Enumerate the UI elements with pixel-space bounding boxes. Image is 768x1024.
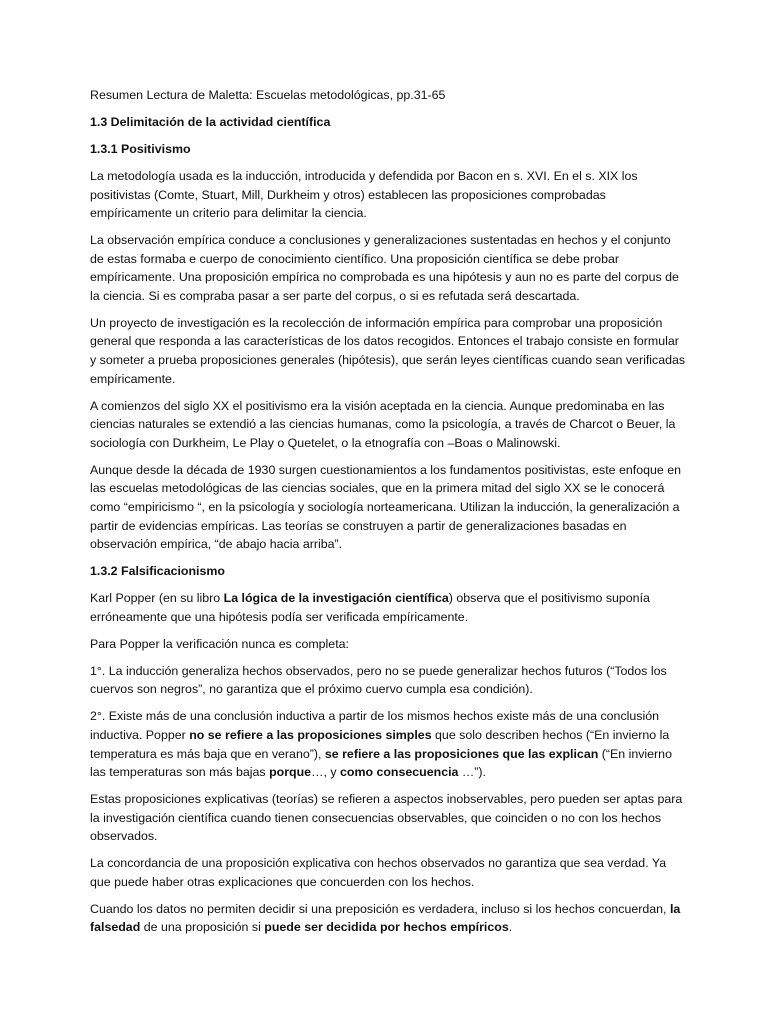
text-segment: Para Popper la verificación nunca es completa:	[90, 636, 349, 651]
document-title	[90, 86, 686, 105]
text-segment: …”).	[458, 765, 486, 780]
bold-text-segment: no se refiere a las proposiciones simples	[189, 727, 432, 742]
body-paragraph	[90, 231, 686, 305]
text-segment: 1.3 Delimitación de la actividad científica	[90, 114, 331, 129]
body-paragraph	[90, 635, 686, 654]
bold-text-segment: porque	[269, 765, 312, 780]
body-paragraph	[90, 461, 686, 554]
text-segment: Estas proposiciones explicativas (teorías) se refieren a aspectos inobservables, pero pueden ser aptas para la investigación científica cuando tienen consecuencias observables, que coinciden o no con los hechos observados.	[90, 792, 683, 844]
body-paragraph	[90, 900, 686, 937]
section-heading	[90, 113, 686, 132]
text-segment: 1°. La inducción generaliza hechos observados, pero no se puede generalizar hechos futuros (“Todos los cuervos son negros”, no garantiza que el próximo cuervo cumpla esa condición).	[90, 663, 667, 697]
text-segment: La metodología usada es la inducción, introducida y defendida por Bacon en s. XVI. En el s. XIX los positivistas (Comte, Stuart, Mill, Durkheim y otros) establecen las proposiciones comprobadas empíricamente un criterio para delimitar la ciencia.	[90, 168, 638, 221]
body-paragraph	[90, 662, 686, 699]
body-paragraph	[90, 790, 686, 846]
text-segment: La concordancia de una proposición explicativa con hechos observados no garantiza que sea verdad. Ya que puede haber otras explicaciones que concuerden con los hechos.	[90, 856, 667, 889]
text-segment: Un proyecto de investigación es la recolección de información empírica para comprobar una proposición general que responda a las características de los datos recogidos. Entonces el trabajo consiste en formular y someter a prueba proposiciones generales (hipótesis), que serán leyes científicas cuando sean verificadas empíricamente.	[90, 315, 686, 386]
body-paragraph	[90, 167, 686, 223]
section-heading	[90, 140, 686, 159]
text-segment: de una proposición si	[140, 920, 265, 935]
text-segment: Aunque desde la década de 1930 surgen cuestionamientos a los fundamentos positivistas, este enfoque en las escuelas metodológicas de las ciencias sociales, que en la primera mitad del siglo XX se le conocerá como “empiricismo “, en la psicología y sociología norteamericana. Utilizan la inducción, la generalización a partir de evidencias empíricas. Las teorías se construyen a partir de generalizaciones basadas en observación empírica, “de abajo hacia arriba”.	[90, 462, 682, 552]
section-heading	[90, 562, 686, 581]
text-segment: 1.3.2 Falsificacionismo	[90, 564, 225, 579]
bold-text-segment: como consecuencia	[339, 765, 459, 780]
text-segment: ) observa que el positivismo suponía erróneamente que una hipótesis podía ser verificada empíricamente.	[90, 591, 650, 624]
text-segment: Cuando los datos no permiten decidir si una preposición es verdadera, incluso si los hechos concuerdan,	[90, 901, 670, 916]
bold-text-segment: se refiere a las proposiciones que las explican	[324, 746, 599, 761]
bold-text-segment: La lógica de la investigación científica	[223, 591, 449, 606]
body-paragraph	[90, 397, 686, 453]
text-segment: (“En invierno las temperaturas son más bajas	[90, 746, 672, 780]
bold-text-segment: puede ser decidida por hechos empíricos	[264, 920, 509, 935]
body-paragraph	[90, 589, 686, 626]
body-paragraph	[90, 314, 686, 388]
text-segment: A comienzos del siglo XX el positivismo era la visión aceptada en la ciencia. Aunque predominaba en las ciencias naturales se extendió a las ciencias humanas, como la psicología, a través de Charcot o Beuer, la sociología con Durkheim, Le Play o Quetelet, o la etnografía con –Boas o Malinowski.	[90, 398, 676, 450]
body-paragraph	[90, 707, 686, 781]
bold-text-segment: la falsedad	[90, 901, 681, 935]
document-page	[90, 86, 686, 945]
text-segment: que solo describen hechos (“En invierno la temperatura es más baja que en verano”),	[90, 727, 670, 761]
text-segment: La observación empírica conduce a conclusiones y generalizaciones sustentadas en hechos y el conjunto de estas formaba e cuerpo de conocimiento científico. Una proposición científica se debe probar empíricamente. Una proposición empírica no comprobada es una hipótesis y aun no es parte del corpus de la ciencia. Si es compraba pasar a ser parte del corpus, o si es refutada será descartada.	[90, 233, 679, 303]
text-segment: …, y	[311, 765, 340, 780]
body-paragraph	[90, 854, 686, 891]
text-segment: Karl Popper (en su libro	[90, 591, 224, 606]
text-segment: 1.3.1 Positivismo	[90, 141, 191, 156]
text-segment: .	[508, 920, 513, 935]
text-segment: Resumen Lectura de Maletta: Escuelas metodológicas, pp.31-65	[90, 88, 446, 102]
text-segment: 2°. Existe más de una conclusión inductiva a partir de los mismos hechos existe más de una conclusión inductiva. Popper	[90, 709, 660, 742]
